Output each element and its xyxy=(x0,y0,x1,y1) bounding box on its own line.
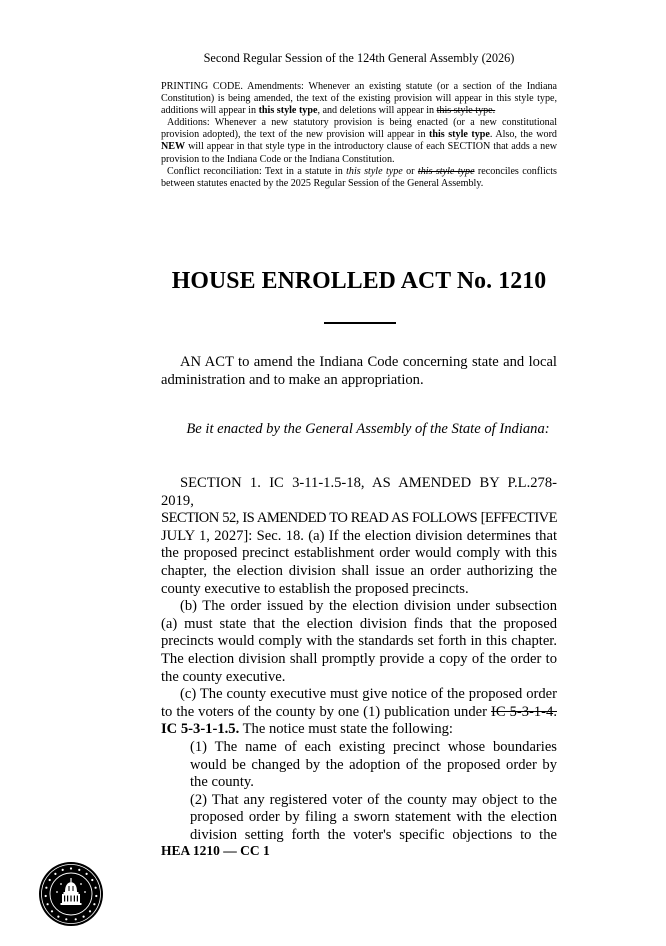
legend-text: . Also, the word xyxy=(489,129,557,141)
section-1-subsection-b: (b) The order issued by the election division under subsection (a) must state that the election division finds that the proposed precincts would comply with the standards set forth in this chapter. The election division shall promptly provide a copy of the order to the county executive. xyxy=(161,598,557,685)
act-description: AN ACT to amend the Indiana Code concerning state and local administration and to make an appropriation. xyxy=(161,354,557,388)
section-1-subsection-c xyxy=(161,686,557,739)
legend-italic-strike-sample: this style type xyxy=(417,165,475,177)
legend-text: , and deletions will appear in xyxy=(317,105,437,117)
legend-bold-sample: this style type xyxy=(258,105,318,117)
section-1-item-2: (2) That any registered voter of the county may object to the proposed order by filing a sworn statement with the election division setting forth the voter's specific objections to the xyxy=(190,791,557,843)
title-divider xyxy=(324,322,396,324)
section-1 xyxy=(161,475,557,844)
act-title: HOUSE ENROLLED ACT No. 1210 xyxy=(171,268,547,294)
legend-text: will appear in that style type in the introductory clause of each SECTION that adds a new provision to the Indiana Code or the Indiana Constitution. xyxy=(161,141,557,165)
legend-new-word: NEW xyxy=(161,141,186,153)
legend-text: PRINTING CODE. Amendments: Whenever an existing statute (or a section of the Indiana Constitution) is being amended, the text of the existing provision will appear in this style type, additions will appear in xyxy=(161,81,557,117)
printing-code-conflict xyxy=(161,166,557,190)
printing-code-additions xyxy=(161,117,557,165)
subsection-c-text: (c) The county executive must give notice of the proposed order to the voters of the county by one (1) publication under xyxy=(161,686,557,720)
legend-italic-sample: this style type xyxy=(346,165,403,177)
deleted-citation: IC 5-3-1-4. xyxy=(490,703,557,720)
section-1-subsection-a: JULY 1, 2027]: Sec. 18. (a) If the election division determines that the proposed precinct establishment order would comply with this chapter, the election division shall issue an order authorizing the county executive to establish the proposed precincts. xyxy=(161,527,557,597)
session-header: Second Regular Session of the 124th General Assembly (2026) xyxy=(203,51,515,65)
legend-bold-sample: this style type xyxy=(429,129,490,141)
section-1-item-1: (1) The name of each existing precinct whose boundaries would be changed by the adoption of the proposed order by the county. xyxy=(190,738,557,791)
legend-text: Additions: Whenever a new statutory provision is being enacted (or a new constitutional provision adopted), the text of the new provision will appear in xyxy=(161,117,557,141)
page-footer-label: HEA 1210 — CC 1 xyxy=(161,843,270,858)
legend-strike-sample: this style type. xyxy=(436,105,496,117)
indiana-statehouse-seal-icon xyxy=(39,862,103,926)
added-citation: IC 5-3-1-1.5. xyxy=(161,721,240,738)
section-1-intro-line-2: SECTION 52, IS AMENDED TO READ AS FOLLOWS [EFFECTIVE xyxy=(161,510,557,527)
subsection-c-text: The notice must state the following: xyxy=(239,721,453,738)
enacting-clause: Be it enacted by the General Assembly of the State of Indiana: xyxy=(186,421,550,437)
printing-code-legend xyxy=(161,81,557,190)
printing-code-amendments xyxy=(161,81,557,117)
section-1-intro-line-1: SECTION 1. IC 3-11-1.5-18, AS AMENDED BY P.L.278-2019, xyxy=(161,475,557,509)
legend-text: Conflict reconciliation: Text in a statute in xyxy=(167,165,347,177)
legend-text: reconciles conflicts between statutes enacted by the 2025 Regular Session of the General Assembly. xyxy=(161,165,557,189)
legend-text: or xyxy=(402,165,418,177)
